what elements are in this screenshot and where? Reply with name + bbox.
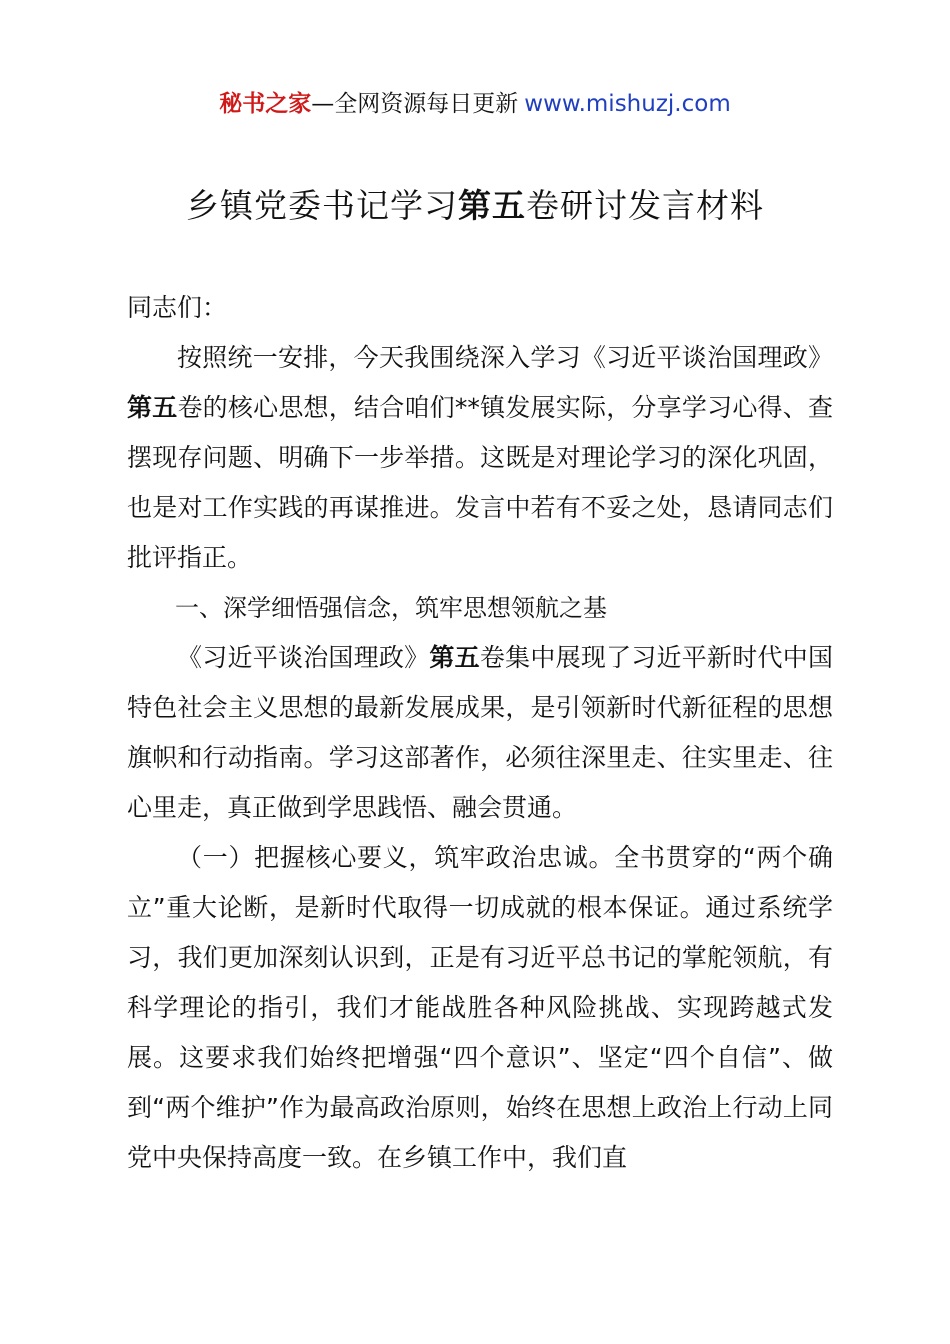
document-body: [127, 283, 833, 1183]
site-url-link[interactable]: www.mishuzj.com: [524, 91, 731, 117]
header-dash: —: [311, 91, 335, 117]
title-bold-part: 第五: [458, 186, 526, 225]
intro-bold: 第五: [127, 393, 178, 422]
intro-text-a: 按照统一安排，今天我围绕深入学习《习近平谈治国理政》: [177, 343, 833, 372]
greeting: 同志们：: [127, 293, 228, 322]
site-header: [0, 86, 950, 122]
brand-name: 秘书之家: [219, 91, 312, 117]
title-part-2: 卷研讨发言材料: [526, 186, 764, 225]
header-slogan: 全网资源每日更新: [334, 91, 519, 117]
paragraph-subsection-1: （一）把握核心要义，筑牢政治忠诚。全书贯穿的“两个确立”重大论断，是新时代取得一切成就的根本保证。通过系统学习，我们更加深刻认识到，正是有习近平总书记的掌舵领航，有科学理论的指引，我们才能战胜各种风险挑战、实现跨越式发展。这要求我们始终把增强“四个意识”、坚定“四个自信”、做到“两个维护”作为最高政治原则，始终在思想上政治上行动上同党中央保持高度一致。在乡镇工作中，我们直: [127, 843, 833, 1172]
section1-text-b: 卷集中展现了习近平新时代中国特色社会主义思想的最新发展成果，是引领新时代新征程的思想旗帜和行动指南。学习这部著作，必须往深里走、往实里走、往心里走，真正做到学思践悟、融会贯通。: [127, 643, 833, 822]
title-part-1: 乡镇党委书记学习: [186, 186, 458, 225]
section1-text-a: 《习近平谈治国理政》: [177, 643, 430, 672]
paragraph-section1: [127, 633, 833, 833]
section-heading-1: 一、深学细悟强信念，筑牢思想领航之基: [175, 594, 607, 622]
section1-bold: 第五: [429, 643, 480, 672]
document-title: [0, 182, 950, 230]
intro-text-b: 卷的核心思想，结合咱们**镇发展实际，分享学习心得、查摆现存问题、明确下一步举措。这既是对理论学习的深化巩固，也是对工作实践的再谋推进。发言中若有不妥之处，恳请同志们批评指正。: [127, 393, 833, 572]
paragraph-intro: [127, 333, 833, 583]
